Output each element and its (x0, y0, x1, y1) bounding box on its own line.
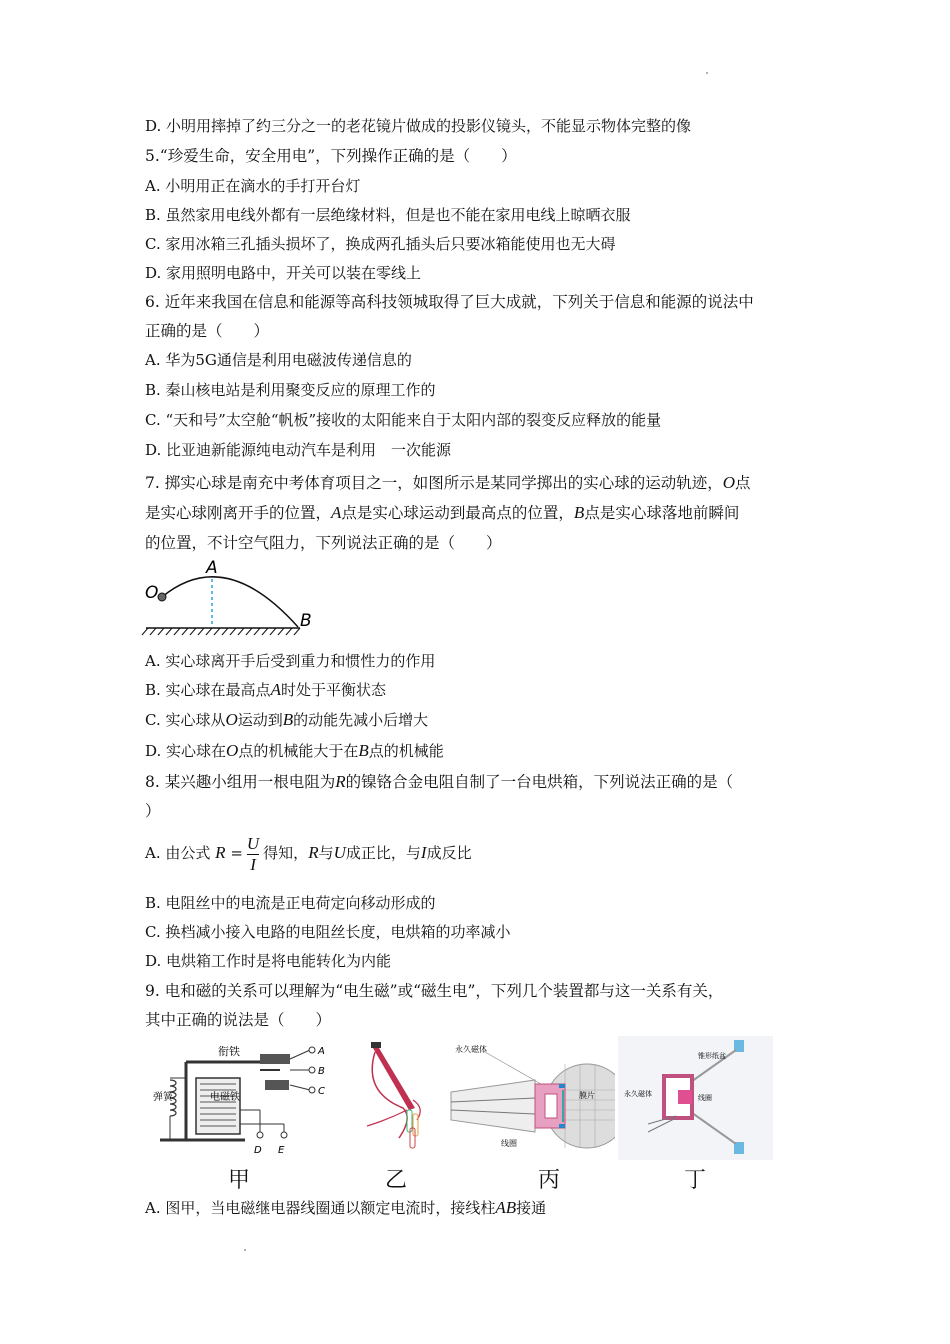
figure-yi-electromagnet (355, 1040, 435, 1160)
svg-text:D: D (254, 1145, 262, 1156)
svg-text:E: E (278, 1145, 285, 1156)
scan-dot (706, 72, 708, 74)
q6-option-b: B. 秦山核电站是利用聚变反应的原理工作的 (145, 381, 436, 399)
q5-option-a: A. 小明用正在滴水的手打开台灯 (145, 177, 361, 195)
q8-option-c: C. 换档减小接入电路的电阻丝长度，电烘箱的功率减小 (145, 923, 511, 941)
label-electromagnet: 电磁铁 (210, 1092, 240, 1103)
q7-option-b: B. 实心球在最高点A时处于平衡状态 (145, 680, 386, 699)
svg-text:C: C (318, 1086, 325, 1097)
label-b: B (300, 611, 312, 631)
q7-stem-line3: 的位置，不计空气阻力，下列说法正确的是（ ） (145, 534, 502, 552)
figure-ding-loudspeaker (618, 1036, 773, 1160)
q5-option-c: C. 家用冰箱三孔插头损坏了，换成两孔插头后只要冰箱能使用也无大碍 (145, 235, 616, 253)
q6-option-d: D. 比亚迪新能源纯电动汽车是利用 一次能源 (145, 441, 452, 459)
q5-option-d: D. 家用照明电路中，开关可以装在零线上 (145, 264, 422, 282)
q8-stem-line1: 8. 某兴趣小组用一根电阻为R的镍铬合金电阻自制了一台电烘箱，下列说法正确的是（ (145, 772, 734, 791)
caption-jia: 甲 (228, 1168, 251, 1193)
label-diaphragm: 膜片 (579, 1091, 595, 1100)
q6-stem-line2: 正确的是（ ） (145, 322, 270, 340)
caption-ding: 丁 (684, 1168, 707, 1193)
q8-option-d: D. 电烘箱工作时是将电能转化为内能 (145, 952, 392, 970)
q4-option-d: D. 小明用摔掉了约三分之一的老花镜片做成的投影仪镜头，不能显示物体完整的像 (145, 117, 692, 135)
label-armature: 衔铁 (218, 1045, 240, 1058)
q6-option-c: C. “天和号”太空舱“帆板”接收的太阳能来自于太阳内部的裂变反应释放的能量 (145, 411, 662, 429)
label-permanent-magnet: 永久磁体 (455, 1045, 487, 1054)
q7-option-a: A. 实心球离开手后受到重力和惯性力的作用 (145, 652, 436, 670)
q5-option-b: B. 虽然家用电线外都有一层绝缘材料，但是也不能在家用电线上晾晒衣服 (145, 206, 631, 224)
label-cone: 锥形纸盆 (698, 1052, 726, 1060)
q7-stem-line1: 7. 掷实心球是南充中考体育项目之一，如图所示是某同学掷出的实心球的运动轨迹，O点 (145, 473, 751, 492)
q8-option-b: B. 电阻丝中的电流是正电荷定向移动形成的 (145, 894, 436, 912)
label-spring: 弹簧 (153, 1092, 173, 1103)
q7-stem-line2: 是实心球刚离开手的位置，A点是实心球运动到最高点的位置，B点是实心球落地前瞬间 (145, 503, 740, 522)
svg-text:A: A (318, 1046, 325, 1057)
q7-option-c: C. 实心球从O运动到B的动能先减小后增大 (145, 710, 429, 729)
q7-option-d: D. 实心球在O点的机械能大于在B点的机械能 (145, 741, 444, 760)
scan-dot (244, 1249, 246, 1251)
svg-text:B: B (318, 1066, 325, 1077)
q9-stem-line1: 9. 电和磁的关系可以理解为“电生磁”或“磁生电”，下列几个装置都与这一关系有关， (145, 982, 724, 1000)
q5-stem: 5.“珍爱生命，安全用电”，下列操作正确的是（ ） (145, 147, 517, 165)
figure-jia-relay (150, 1040, 340, 1160)
caption-yi: 乙 (385, 1168, 408, 1193)
q8-option-a: A. 由公式 R = $\frac{U}{I}$ 得知，R与U成正比，与I成反比 (145, 833, 472, 874)
q7-trajectory-figure (140, 555, 330, 637)
q9-option-a: A. 图甲，当电磁继电器线圈通以额定电流时，接线柱AB接通 (145, 1198, 547, 1217)
fraction-u-over-i: $\frac{U}{I}$ (246, 833, 260, 874)
q6-stem-line1: 6. 近年来我国在信息和能源等高科技领城取得了巨大成就，下列关于信息和能源的说法中 (145, 293, 754, 311)
label-coil: 线圈 (698, 1094, 712, 1102)
label-a: A (206, 558, 218, 578)
figure-bing-microphone (445, 1040, 615, 1160)
label-o: O (145, 583, 159, 603)
q6-option-a: A. 华为5G通信是利用电磁波传递信息的 (145, 351, 412, 369)
caption-bing: 丙 (538, 1168, 561, 1193)
q8-stem-line2: ） (145, 802, 161, 820)
q9-stem-line2: 其中正确的说法是（ ） (145, 1011, 332, 1029)
label-coil: 线圈 (501, 1139, 517, 1148)
label-permanent-magnet: 永久磁体 (624, 1090, 652, 1098)
